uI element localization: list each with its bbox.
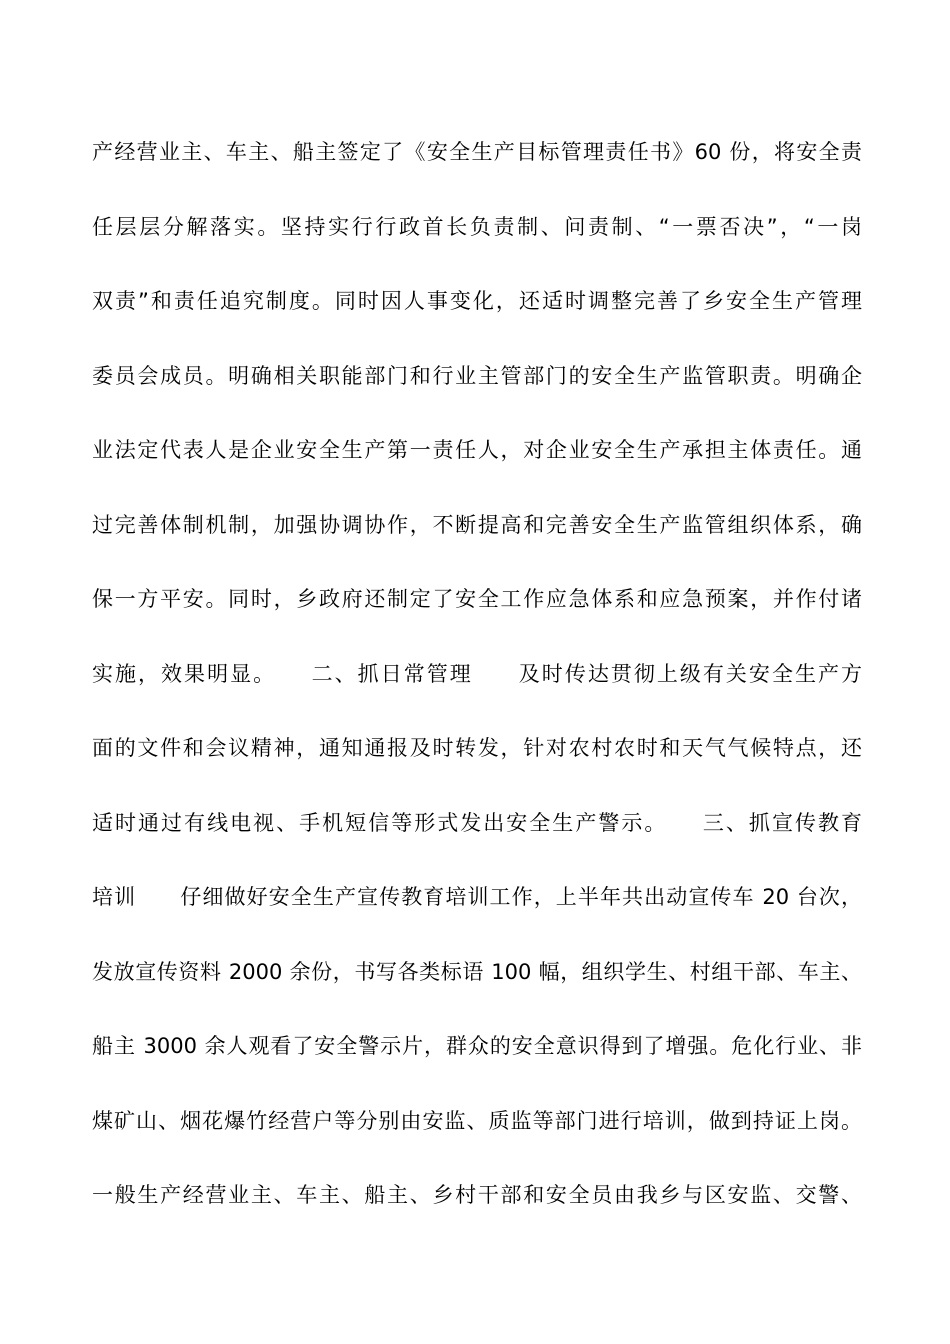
- text-line: 过完善体制机制，加强协调协作，不断提高和完善安全生产监管组织体系，确: [92, 512, 862, 537]
- text-line: 双责”和责任追究制度。同时因人事变化，还适时调整完善了乡安全生产管理: [92, 289, 862, 313]
- text-line: 业法定代表人是企业安全生产第一责任人，对企业安全生产承担主体责任。通: [92, 438, 862, 462]
- text-line: 煤矿山、烟花爆竹经营户等分别由安监、质监等部门进行培训，做到持证上岗。: [92, 1108, 862, 1133]
- text-line: 实施，效果明显。 二、抓日常管理 及时传达贯彻上级有关安全生产方: [92, 661, 862, 686]
- text-line: 一般生产经营业主、车主、船主、乡村干部和安全员由我乡与区安监、交警、: [92, 1183, 862, 1207]
- text-line: 发放宣传资料 2000 余份，书写各类标语 100 幅，组织学生、村组干部、车主、: [92, 959, 862, 984]
- text-line: 委员会成员。明确相关职能部门和行业主管部门的安全生产监管职责。明确企: [92, 363, 862, 388]
- text-line: 保一方平安。同时，乡政府还制定了安全工作应急体系和应急预案，并作付诸: [92, 587, 862, 611]
- text-line: 面的文件和会议精神，通知通报及时转发，针对农村农时和天气气候特点，还: [92, 736, 862, 760]
- document-body: [92, 128, 862, 1246]
- text-line: 产经营业主、车主、船主签定了《安全生产目标管理责任书》60 份，将安全责: [92, 140, 862, 164]
- text-line: 船主 3000 余人观看了安全警示片，群众的安全意识得到了增强。危化行业、非: [92, 1034, 862, 1058]
- text-line: 培训 仔细做好安全生产宣传教育培训工作，上半年共出动宣传车 20 台次，: [92, 885, 862, 909]
- text-line: 适时通过有线电视、手机短信等形式发出安全生产警示。 三、抓宣传教育: [92, 810, 862, 835]
- text-line: 任层层分解落实。坚持实行行政首长负责制、问责制、“一票否决”，“一岗: [92, 214, 862, 239]
